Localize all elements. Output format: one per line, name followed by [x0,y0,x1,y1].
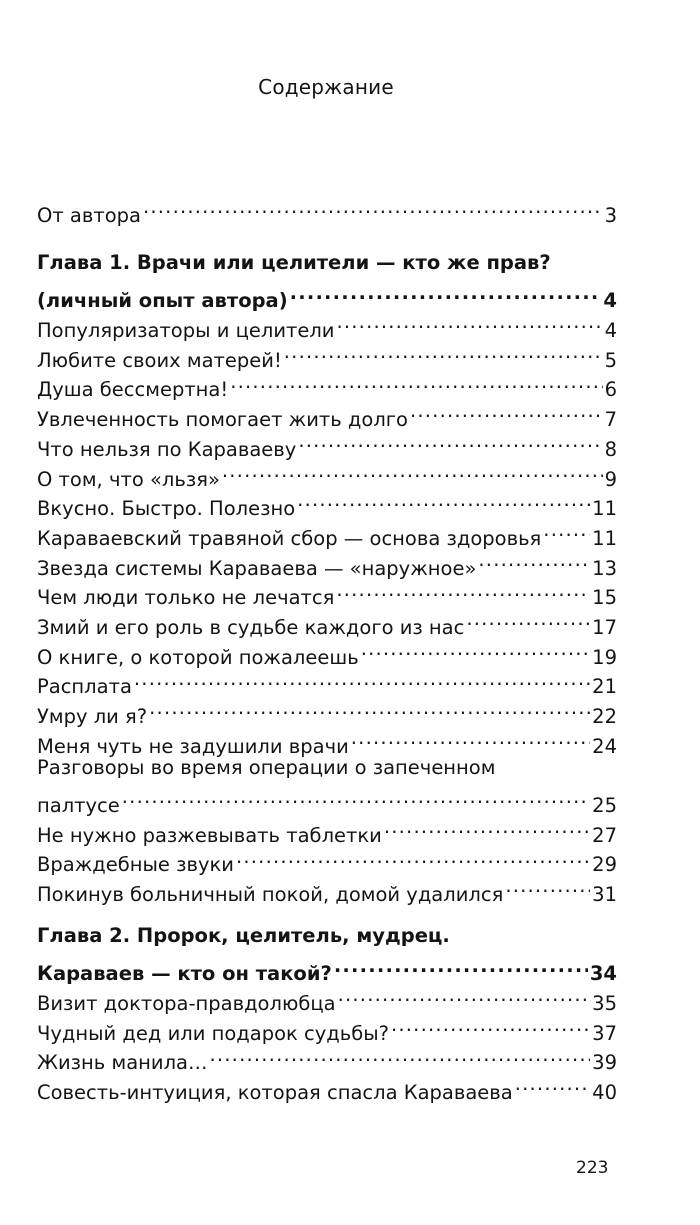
dot-leader [143,192,603,222]
toc-entry-page: 29 [592,853,617,877]
toc-entry-title: Вкусно. Быстро. Полезно [37,497,296,521]
chapter-heading-line1: Глава 1. Врачи или целители — кто же прав? [37,251,551,274]
toc-entry-title: Популяризаторы и целители [37,319,335,343]
dot-leader [134,664,590,694]
toc-entry-title: О том, что «льзя» [37,467,220,491]
toc-entry-page: 8 [604,437,617,461]
toc-entry-title: Караваевский травяной сбор — основа здоровья [37,526,542,550]
toc-entry-page: 31 [592,883,617,907]
dot-leader [351,723,590,753]
toc-entry-page: 13 [592,556,617,580]
toc-entry-title: Чудный дед или подарок судьбы? [37,1021,389,1045]
toc-entry-title: Жизнь манила… [37,1051,208,1075]
toc-chapter-2 [37,921,617,1105]
dot-leader [466,604,590,634]
toc-entry-title: Меня чуть не задушили врачи [37,734,349,758]
toc-entry-page: 35 [592,992,617,1016]
toc-entry-title: Визит доктора-правдолюбца [37,992,336,1016]
dot-leader [290,278,602,308]
toc-entry-title: Расплата [37,675,132,699]
dot-leader [236,842,590,872]
chapter-heading-line1: Глава 2. Пророк, целитель, мудрец. [37,924,450,947]
toc-entry-title: Разговоры во время операции о запеченном [37,755,496,779]
page-number: 223 [576,1158,609,1178]
toc-entry-title: Змий и его роль в судьбе каждого из нас [37,615,465,639]
chapter-heading-entry [37,951,617,986]
dot-leader [336,575,590,605]
toc-entry-page: 3 [604,203,617,227]
toc-chapter-1 [37,248,617,907]
toc-chapter-2-items [37,980,617,1105]
dot-leader [230,367,602,397]
toc-entry-page: 22 [592,705,617,728]
dot-leader [543,515,590,545]
chapter-heading [37,248,617,278]
toc-entry-title: Что нельзя по Караваеву [37,437,297,461]
toc-entry-page: 15 [592,586,617,610]
dot-leader [505,871,590,901]
toc-entry-page: 25 [592,794,617,818]
toc-entry-multiline-first [37,753,617,783]
toc-entry-page: 24 [592,734,617,758]
toc-entry-page: 21 [592,675,617,699]
toc-entry-page: 17 [592,615,617,639]
dot-leader [515,1069,590,1099]
chapter-heading [37,921,617,951]
toc-preface-block [37,192,617,227]
toc-entry-page: 4 [604,319,617,343]
toc-entry-title: Душа бессмертна! [37,378,229,402]
dot-leader [478,545,590,575]
toc-entry-page: 5 [604,348,617,372]
toc-entry-page: 4 [603,289,617,313]
dot-leader [338,980,591,1010]
toc-entry-page: 9 [604,467,617,491]
toc-entry [37,192,617,227]
toc-entry [37,782,617,818]
toc-entry-title: Покинув больничный покой, домой удалился [37,883,504,907]
toc-chapter-1-items [37,307,617,758]
chapter-heading-line2: Караваев — кто он такой? [37,962,332,986]
toc-entry-page: 19 [592,645,617,669]
dot-leader [222,456,603,486]
page-title: Содержание [258,75,394,99]
toc-entry-title: О книге, о которой пожалеешь [37,645,359,669]
toc-entry-title: Увлеченность помогает жить долго [37,408,408,432]
toc-entry-title: Умру ли я? [37,705,148,728]
toc-entry-page: 37 [592,1021,617,1045]
dot-leader [336,307,602,337]
toc-entry-title: Совесть-интуиция, которая спасла Караваева [37,1081,513,1105]
toc-entry-page: 11 [592,526,617,550]
dot-leader [391,1010,590,1040]
dot-leader [149,693,590,723]
toc-entry-page: 40 [592,1081,617,1105]
dot-leader [284,337,603,367]
toc-chapter-1-items-after [37,812,617,907]
dot-leader [384,812,590,842]
toc-entry-title: Звезда системы Караваева — «наружное» [37,556,477,580]
toc-entry-title: Любите своих матерей! [37,348,282,372]
chapter-heading-line2: (личный опыт автора) [37,289,288,313]
toc-entry-title: палтусе [37,794,120,818]
toc-entry-page: 39 [592,1051,617,1075]
toc-entry-page: 11 [592,497,617,521]
toc-entry-title: Враждебные звуки [37,853,234,877]
toc-entry-page: 6 [604,378,617,402]
toc-entry-page: 34 [589,962,617,986]
toc-entry-page: 7 [604,408,617,432]
toc-entry-title: Чем люди только не лечатся [37,586,335,610]
dot-leader [410,396,603,426]
dot-leader [297,486,590,516]
toc-entry-title: Не нужно разжевывать таблетки [37,823,382,847]
dot-leader [334,951,588,981]
toc-entry [37,812,617,847]
dot-leader [209,1040,590,1070]
dot-leader [298,426,602,456]
chapter-heading-entry [37,278,617,313]
dot-leader [361,634,590,664]
toc-entry-title: От автора [37,203,141,227]
toc-entry-page: 27 [592,823,617,847]
dot-leader [122,782,590,812]
